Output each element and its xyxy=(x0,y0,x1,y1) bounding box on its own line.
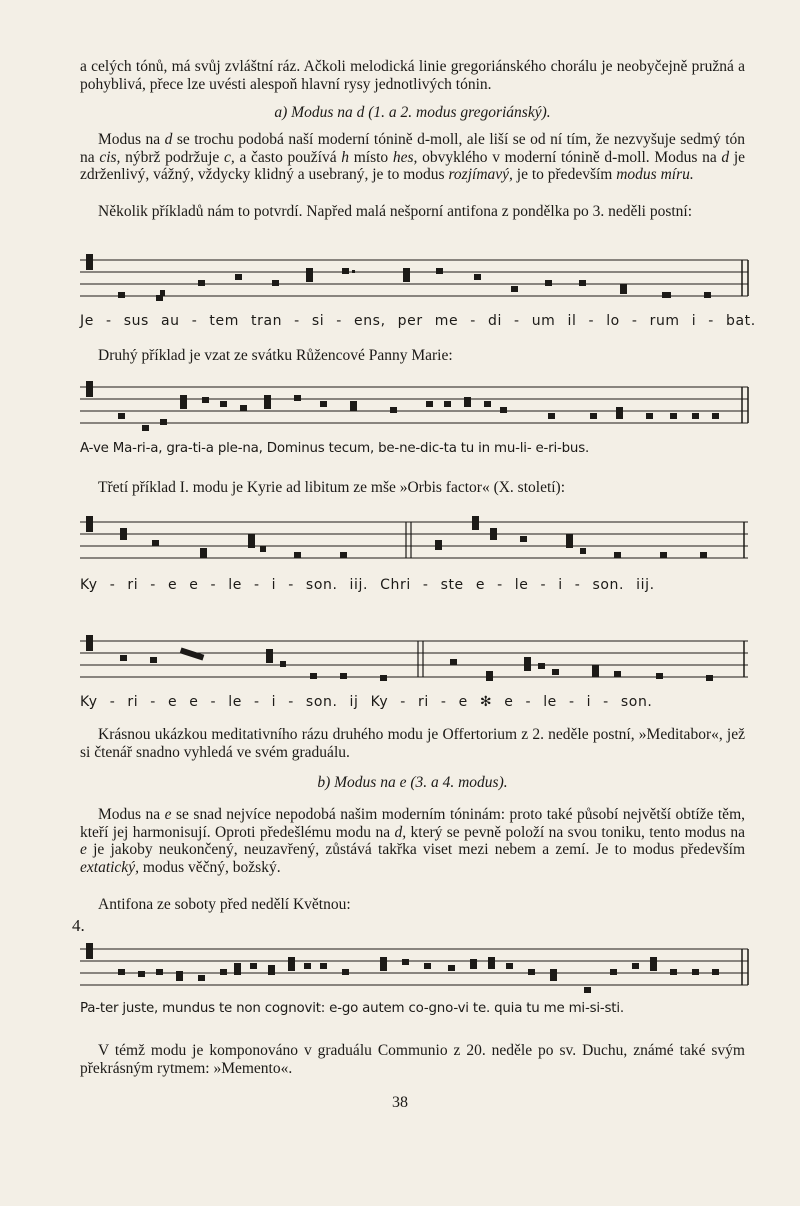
paragraph-modus-e: Modus na e se snad nejvíce nepodobá našim moderním tóninám: proto také působí největší obtíže těm, kteří jej harmonisují. Oproti předešlému modu na d, který se pevně položí na svou toniku, tento modus na e je jakoby neukončený, neuzavřený, zůstává takřka viset mezi nebem a zemí. Je to modus především extatický, modus věčný, božský. xyxy=(80,806,745,876)
paragraph-modus-d: Modus na d se trochu podobá naší moderní tónině d-moll, ale liší se od ní tím, že nezvyšuje sedmý tón na cis, nýbrž podržuje c, a často používá h místo hes, obvyklého v moderní tónině d-moll. Modus na d je zdrženlivý, vážný, vždycky klidný a usebraný, je to modus rozjímavý, je to především modus míru. xyxy=(80,131,746,184)
page-number: 38 xyxy=(392,1094,408,1111)
lyrics-jesus: Je - sus au - tem tran - si - ens, per me - di - um il - lo - rum i - bat. xyxy=(80,313,756,329)
chant-staff-ave-maria xyxy=(80,375,750,437)
paragraph-third-example: Třetí příklad I. modu je Kyrie ad libitum ze mše »Orbis factor« (X. století): xyxy=(98,479,566,496)
chant-staff-kyrie-1 xyxy=(80,508,750,570)
paragraph-second-example: Druhý příklad je vzat ze svátku Růžencové Panny Marie: xyxy=(98,347,453,364)
chant-staff-kyrie-2 xyxy=(80,629,750,691)
heading-modus-d: a) Modus na d (1. a 2. modus gregoriánský). xyxy=(274,104,551,121)
chant-staff-pater-juste xyxy=(80,937,750,999)
paragraph-antifona-intro: Antifona ze soboty před nedělí Květnou: xyxy=(98,896,351,913)
mode-number: 4. xyxy=(72,916,85,935)
paragraph-intro: a celých tónů, má svůj zvláštní ráz. Ačkoli melodická linie gregoriánského chorálu je neobyčejně pružná a pohyblivá, přece lze uvésti alespoň hlavní rysy jednotlivých tónin. xyxy=(80,58,745,93)
paragraph-examples-intro: Několik příkladů nám to potvrdí. Napřed malá nešporní antifona z pondělka po 3. neděli postní: xyxy=(98,203,693,220)
paragraph-offertorium: Krásnou ukázkou meditativního rázu druhého modu je Offertorium z 2. neděle postní, »Meditabor«, jež si čtenář snadno vyhledá ve svém graduálu. xyxy=(80,726,745,761)
lyrics-ave-maria: A-ve Ma-ri-a, gra-ti-a ple-na, Dominus tecum, be-ne-dic-ta tu in mu-li- e-ri-bus. xyxy=(80,441,590,456)
lyrics-kyrie-1: Ky - ri - e e - le - i - son. iij. Chri - ste e - le - i - son. iij. xyxy=(80,577,655,593)
chant-staff-jesus xyxy=(80,248,750,310)
heading-modus-e: b) Modus na e (3. a 4. modus). xyxy=(317,774,508,791)
paragraph-memento: V témž modu je komponováno v graduálu Communio z 20. neděle po sv. Duchu, známé také svým překrásným rytmem: »Memento«. xyxy=(80,1042,745,1077)
lyrics-kyrie-2: Ky - ri - e e - le - i - son. ij Ky - ri - e ✻ e - le - i - son. xyxy=(80,694,653,710)
lyrics-pater-juste: Pa-ter juste, mundus te non cognovit: e-go autem co-gno-vi te. quia tu me mi-si-sti. xyxy=(80,1001,624,1016)
